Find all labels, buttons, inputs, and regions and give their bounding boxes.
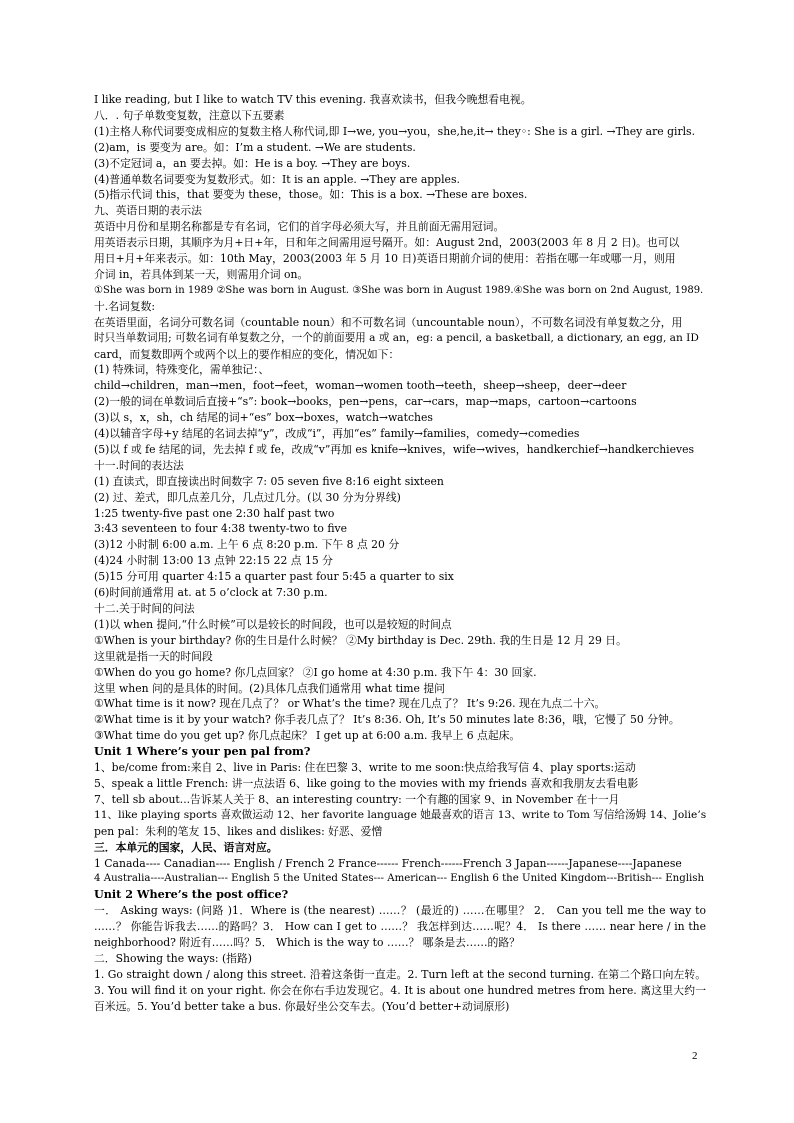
phrase-line: 11、like playing sports 喜欢做运动 12、her favorite language 她最喜欢的语言 13、write to Tom 写信给汤姆 14、Jolie’s [94,808,706,821]
text-line: 用日+月+年来表示。如：10th May，2003(2003 年 5 月 10 日)英语日期前介词的使用：若指在哪一年或哪一月，则用 [94,252,676,266]
text-line: (4)普通单数名词要变为复数形式。如：It is an apple. →They are apples. [94,172,460,186]
text-line: (2) 过、差式，即几点差几分，几点过几分。(以 30 分为分界线) [94,490,401,504]
text-line: (6)时间前通常用 at. at 5 o’clock at 7:30 p.m. [94,586,328,600]
text-line: 在英语里面，名词分可数名词（countable noun）和不可数名词（uncountable noun），不可数名词没有单复数之分，用 [94,315,683,329]
text-line: 介词 in，若具体到某一天，则需用介词 on。 [94,267,309,281]
text-line: ①She was born in 1989 ②She was born in August. ③She was born in August 1989.④She was born on 2nd August, 1989. [94,284,704,296]
unit1-subheading: 三．本单元的国家，人民、语言对应。 [94,840,278,854]
text-line: (5)指示代词 this，that 要变为 these，those。如：This is a box. →These are boxes. [94,188,528,202]
text-line: (2)一般的词在单数词后直接+“s”: book→books，pen→pens，car→cars，map→maps，cartoon→cartoons [94,395,637,409]
text-line: 时只当单数词用; 可数名词有单复数之分，一个的前面要用 a 或 an，eg: a pencil, a basketball, a dictionary, an egg, an ID [94,331,699,344]
text-line: (3)以 s，x，sh，ch 结尾的词+“es” box→boxes，watch→watches [94,411,433,425]
text-line: child→children，man→men，foot→feet，woman→women tooth→teeth，sheep→sheep，deer→deer [94,379,627,393]
unit2-heading: Unit 2 Where’s the post office? [94,887,289,902]
text-line: (2)am，is 要变为 are。如：I’m a student. →We are students. [94,140,416,154]
text-line: (1) 直读式，即直接读出时间数字 7: 05 seven five 8:16 eight sixteen [94,474,444,488]
page-number: 2 [692,1050,698,1062]
text-line: 3:43 seventeen to four 4:38 twenty-two to five [94,522,348,536]
text-line: 八．. 句子单数变复数，注意以下五要素 [94,108,285,122]
text-line: 这里 when 问的是具体的时间。(2)具体几点我们通常用 what time 提问 [94,681,445,695]
text-line: (5)以 f 或 fe 结尾的词，先去掉 f 或 fe，改成“v”再加 es knife→knives，wife→wives，handkerchief→handkerchieves [94,442,695,456]
text-line: ②What time is it by your watch? 你手表几点了？ It’s 8:36. Oh, It’s 50 minutes late 8:36，哦，它慢了 50 分钟。 [94,713,680,727]
text-line: ①What time is it now? 现在几点了？ or What’s the time? 现在几点了？ It’s 9:26. 现在九点二十六。 [94,697,606,711]
text-line: 十二.关于时间的问法 [94,602,195,615]
asking-ways-title: 一． Asking ways: (问路 )1． [94,904,251,918]
asking-ways-text: Where is (the nearest) ……？ (最近的) ……在哪里？ 2． Can you tell me the way to ……？ 你能告诉我去……的路吗？3． How can I get to ……？ 我怎样到达……呢？4． Is there …… near here / in the neighborhood? 附近有……吗？5． Which is the way to ……？ 哪条是去……的路？ [94,904,706,950]
text-line: card，而复数即两个或两个以上的要作相应的变化，情况如下： [94,347,400,361]
text-line: 用英语表示日期，其顺序为月+日+年，日和年之间需用逗号隔开。如：August 2nd，2003(2003 年 8 月 2 日)。也可以 [94,236,680,250]
notes-body [94,92,706,744]
text-line: ①When is your birthday? 你的生日是什么时候？ ②My birthday is Dec. 29th. 我的生日是 12 月 29 日。 [94,633,627,647]
text-line: (3)12 小时制 6:00 a.m. 上午 6 点 8:20 p.m. 下午 8 点 20 分 [94,538,400,552]
text-line: (1)主格人称代词要变成相应的复数主格人称代词,即 I→we, you→you，she,he,it→ they◦: She is a girl. →They are girls. [94,124,696,138]
text-line: 九、英语日期的表示法 [94,204,202,218]
country-line: 1 Canada---- Canadian---- English / French 2 France------ French------French 3 Japan------Japanese----Japanese [94,856,682,870]
text-line: (4)24 小时制 13:00 13 点钟 22:15 22 点 15 分 [94,554,333,568]
country-table [94,856,706,888]
text-line: (3)不定冠词 a，an 要去掉。如：He is a boy. →They are boys. [94,156,411,170]
phrase-line: pen pal：朱利的笔友 15、likes and dislikes: 好恶、爱憎 [94,824,383,838]
text-line: 这里就是指一天的时间段 [94,649,213,663]
phrase-line: 1、be/come from:来自 2、live in Paris: 住在巴黎 3、write to me soon:快点给我写信 4、play sports:运动 [94,761,636,775]
text-line: 十一.时间的表达法 [94,458,184,472]
text-line: (4)以辅音字母+y 结尾的名词去掉“y”，改成“i”，再加“es” family→families，comedy→comedies [94,427,580,441]
phrase-line: 7、tell sb about...告诉某人关于 8、an interesting country: 一个有趣的国家 9、in November 在十一月 [94,792,620,806]
country-line: 4 Australia----Australian--- English 5 the United States--- American--- English 6 the United Kingdom---British--- English [94,873,705,885]
text-line: 1:25 twenty-five past one 2:30 half past two [94,506,335,520]
text-line: (1) 特殊词，特殊变化，需单独记：、 [94,363,270,377]
unit1-heading: Unit 1 Where’s your pen pal from? [94,744,311,759]
text-line: (5)15 分可用 quarter 4:15 a quarter past four 5:45 a quarter to six [94,570,454,584]
text-line: ①When do you go home? 你几点回家？ ②I go home at 4:30 p.m. 我下午 4：30 回家. [94,665,537,679]
text-line: I like reading, but I like to watch TV this evening. 我喜欢读书，但我今晚想看电视。 [94,93,532,106]
text-line: ③What time do you get up? 你几点起床？ I get up at 6:00 a.m. 我早上 6 点起床。 [94,729,521,743]
document-page [94,92,706,1015]
text-line: 十.名词复数: [94,299,156,313]
phrase-line: 5、speak a little French: 讲一点法语 6、like going to the movies with my friends 喜欢和我朋友去看电影 [94,776,639,790]
unit1-phrases [94,760,706,840]
showing-ways-title: 二．Showing the ways: (指路) [94,951,252,965]
asking-ways-paragraph [94,903,706,951]
text-line: (1)以 when 提问,“什么时候”可以是较长的时间段，也可以是较短的时间点 [94,617,452,631]
text-line: 英语中月份和星期名称都是专有名词，它们的首字母必须大写，并且前面无需用冠词。 [94,220,505,234]
showing-ways-text: 1. Go straight down / along this street. 沿着这条街一直走。2. Turn left at the second turning. 在第二个路口向左转。3. You will find it on your right. 你会在你右手边发现它。4. It is about one hundred metres from here. 离这里大约一百米远。5. You’d better take a bus. 你最好坐公交车去。(You’d better+动词原形) [94,967,706,1013]
